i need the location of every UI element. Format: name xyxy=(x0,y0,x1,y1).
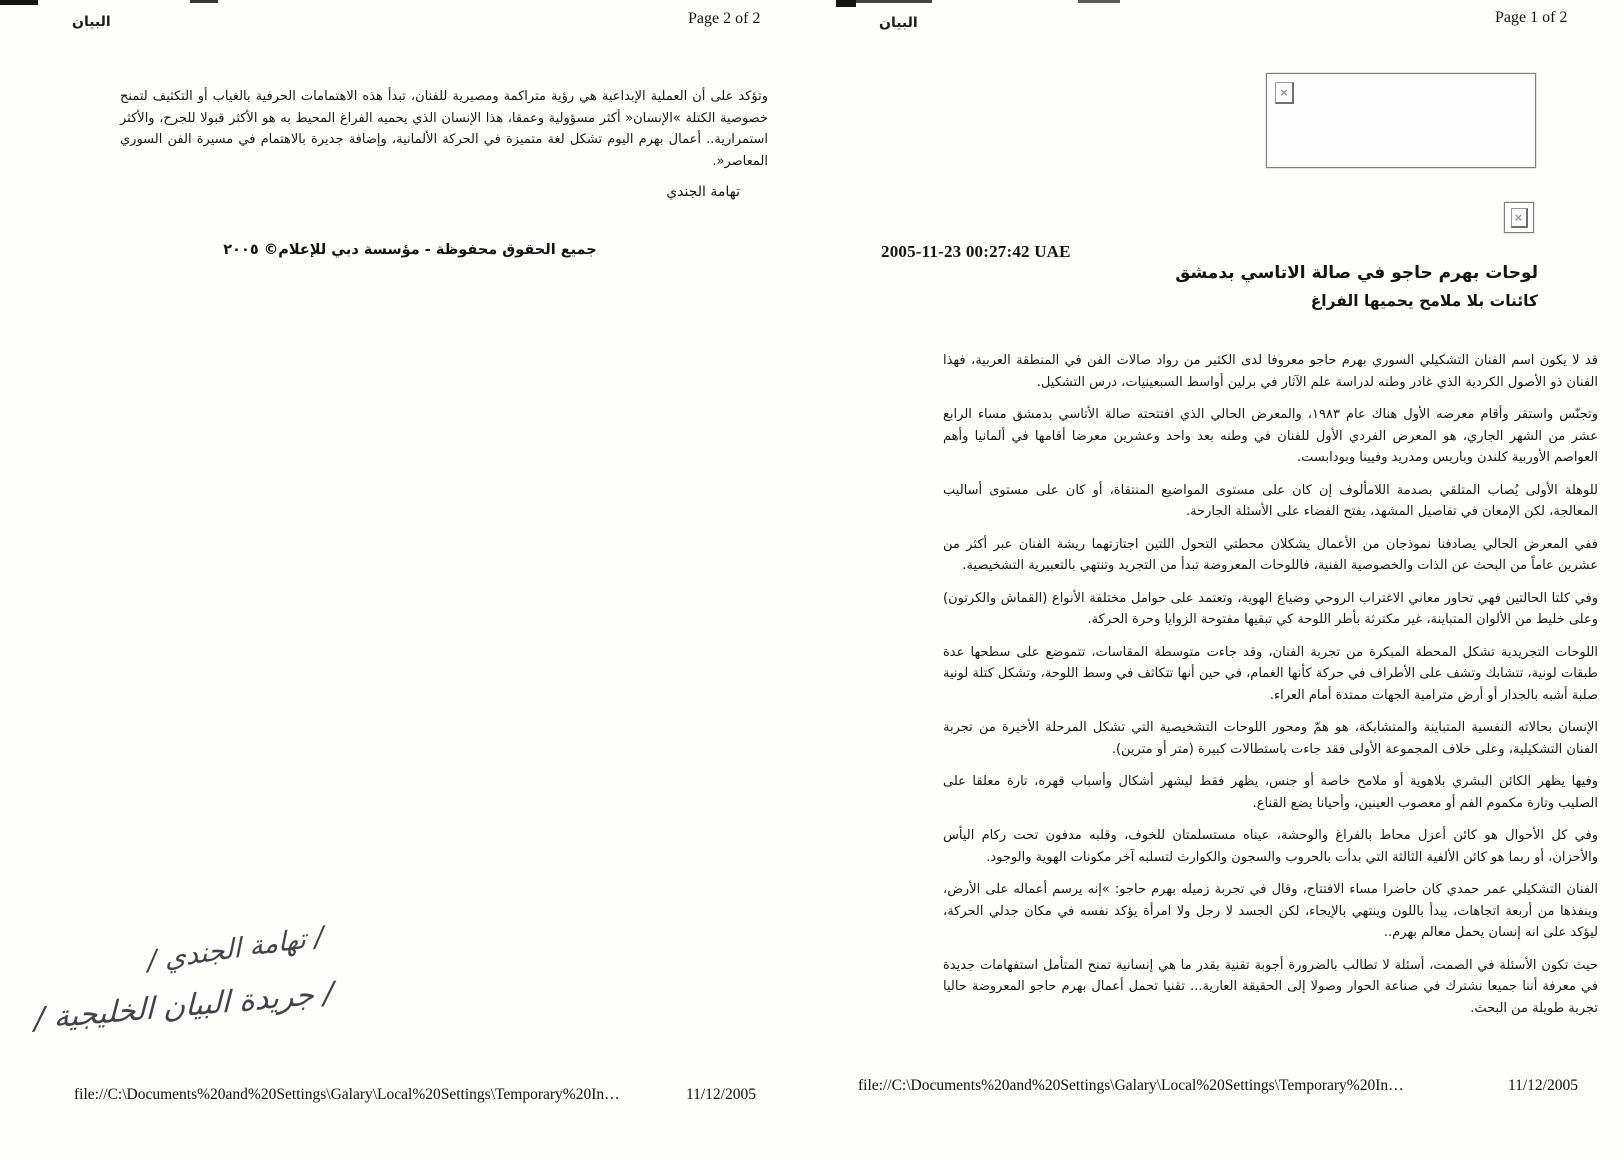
body-paragraph: وفي كل الأحوال هو كائن أعزل محاط بالفراغ والوحشة، عيناه مستسلمتان للخوف، وقلبه مدفون تحت ركام اليأس والأحزان، أو ربما هو كائن الألفية الثالثة التي بدأت بالحروب والسجون والكوارث لتسلبه آخر مكونات الهوية والوجود. xyxy=(943,828,1598,865)
page-indicator: Page 2 of 2 xyxy=(688,10,761,27)
article-headline: لوحات بهرم حاجو في صالة الاتاسي بدمشق xyxy=(1175,263,1538,283)
page-indicator: Page 1 of 2 xyxy=(1495,9,1568,26)
footer-date: 11/12/2005 xyxy=(685,1086,756,1103)
paper-name: البيان xyxy=(72,14,111,30)
copyright-notice: جميع الحقوق محفوظة - مؤسسة دبي للإعلام© ٢٠٠٥ xyxy=(223,242,597,258)
article-subheadline: كائنات بلا ملامح يحميها الفراغ xyxy=(1310,292,1538,310)
broken-image-glyph: × xyxy=(1279,86,1289,99)
body-paragraph: حيث تكون الأسئلة في الصمت، أسئلة لا تطالب بالضرورة أجوبة تقنية بقدر ما هي إنسانية تمنح المتأمل استفهامات جديدة في معرفة أننا جميعا نشترك في صناعة الحوار وصولا إلى الحقيقة العارية... تقنيا تحمل أعمال بهرم حاجو المعروضة حاليا تجربة طويلة من البحث. xyxy=(943,957,1598,1016)
body-paragraph: اللوحات التجريدية تشكل المحطة المبكرة من تجربة الفنان، وقد جاءت متوسطة المقاسات، تتموضع على سطحها عدة طبقات لونية، تتشابك وتشف على الأطراف في حركة كأنها الغمام، في حين أنها تتكاثف في وسط اللوحة، وتشكل كتلة لونية صلبة أشبه بالجدار أو أرض مترامية الجهات ممتدة أمام العراء. xyxy=(943,644,1598,703)
body-paragraph: وفيها يظهر الكائن البشري بلاهوية أو ملامح خاصة أو جنس، يظهر فقط ليشهر أشكال وأسباب قهره، تارة معلقا على الصليب وتارة مكموم الفم أو معصوب العينين، وأحيانا يضع القناع. xyxy=(943,774,1598,811)
image-placeholder-box xyxy=(1266,73,1536,168)
broken-image-icon xyxy=(1511,208,1528,228)
page-footer xyxy=(858,1077,1578,1095)
footer-file-url: file://C:\Documents%20and%20Settings\Galary\Local%20Settings\Temporary%20In… xyxy=(858,1077,1404,1094)
body-paragraph: وتجنّس واستقر وأقام معرضه الأول هناك عام ١٩٨٣، والمعرض الحالي الذي افتتحته صالة الأتاسي بدمشق مساء الرابع عشر من الشهر الجاري، هو المعرض الفردي الأول للفنان في وطنه بعد واحد وعشرين معرضا أقامها في ألمانيا وأهم العواصم الأوربية كلندن وباريس ومدريد وفيينا وبودابست. xyxy=(943,407,1598,465)
body-paragraph: قد لا يكون اسم الفنان التشكيلي السوري بهرم حاجو معروفا لدى الكثير من رواد صالات الفن في المنطقة العربية، فهذا الفنان ذو الأصول الكردية الذي غادر وطنه لدراسة علم الآثار في برلين أواسط السبعينيات، درس التشكيل. xyxy=(943,353,1598,390)
body-paragraph: وفي كلتا الحالتين فهي تحاور معاني الاغتراب الروحي وضياع الهوية، وتعتمد على حوامل مختلفة الأنواع (القماش والكرتون) وعلى خليط من الألوان المتباينة، غير مكترثة بأطر اللوحة كي تبقيها مفتوحة الزوايا وحرة الحركة. xyxy=(943,590,1598,627)
body-paragraph: الفنان التشكيلي عمر حمدي كان حاضرا مساء الافتتاح، وقال في تجربة زميله بهرم حاجو: »إنه يرسم أعماله على الأرض، وينفذها من أربعة اتجاهات، يبدأ باللون وينتهي بالإيحاء، لكن الجسد لا رجل ولا امرأة يؤكد نفسه في مكان جدلي الحركة، ليؤكد على انه إنسان يحمل معالم بهرم.. xyxy=(943,882,1598,940)
body-paragraph: الإنسان بحالاته النفسية المتباينة والمتشابكة، هو همّ ومحور اللوحات التشخيصية التي تشكل المرحلة الأخيرة من تجربة الفنان التشكيلية، وعلى خلاف المجموعة الأولى فقد جاءت باستطالات كبيرة (متر أو مترين). xyxy=(943,720,1598,757)
article-body xyxy=(943,350,1598,1030)
footer-date: 11/12/2005 xyxy=(1507,1077,1578,1094)
paper-name: البيان xyxy=(879,15,918,31)
article-timestamp: 2005-11-23 00:27:42 UAE xyxy=(881,242,1071,261)
handwritten-signature-line-2: / جريدة البيان الخليجية / xyxy=(34,975,334,1037)
author-byline: تهامة الجندي xyxy=(666,184,740,200)
scan-artifact xyxy=(0,0,38,5)
scan-artifact xyxy=(190,0,218,3)
small-image-placeholder-box xyxy=(1504,202,1534,233)
body-paragraph: ففي المعرض الحالي يصادفنا نموذجان من الأعمال يشكلان محطتي التحول اللتين اجتازتهما ريشة الفنان عبر أكثر من عشرين عاماً من البحث عن الذات والخصوصية الفنية، فاللوحات المعروضة تبدأ من التجريد وتنتهي بالتعبيرية التشخيصية. xyxy=(943,536,1598,573)
broken-image-glyph: × xyxy=(1513,210,1524,224)
article-body-continued xyxy=(120,86,768,183)
body-paragraph: وتؤكد على أن العملية الإبداعية هي رؤية متراكمة ومصيرية للفنان، تبدأ هذه الاهتمامات الحرفية بالغياب أو التكثيف لتمنح خصوصية الكتلة »الإنسان« أكثر مسؤولية وعمقا، هذا الإنسان الذي يحميه الفراغ المحيط به هو الأكثر قبولا للجرح، والأكثر استمرارية.. أعمال بهرم اليوم تشكل لغة متميزة في الحركة الألمانية، وإضافة جديرة بالاهتمام في مسيرة الفن السوري المعاصر«. xyxy=(120,89,768,169)
scan-artifact xyxy=(1078,0,1120,3)
body-paragraph: للوهلة الأولى يُصاب المتلقي بصدمة اللامألوف إن كان على مستوى المواضيع المنتقاة، أو كان على مستوى أساليب المعالجة، لكن الإمعان في تفاصيل المشهد، يفتح الفضاء على الأسئلة الجارحة. xyxy=(943,482,1598,519)
scan-artifact xyxy=(856,0,932,3)
page-footer xyxy=(74,1086,756,1104)
footer-file-url: file://C:\Documents%20and%20Settings\Galary\Local%20Settings\Temporary%20In… xyxy=(74,1086,620,1103)
handwritten-signature-line-1: / تهامة الجندي / xyxy=(146,921,324,977)
scan-artifact xyxy=(836,0,856,7)
broken-image-icon xyxy=(1275,82,1294,104)
